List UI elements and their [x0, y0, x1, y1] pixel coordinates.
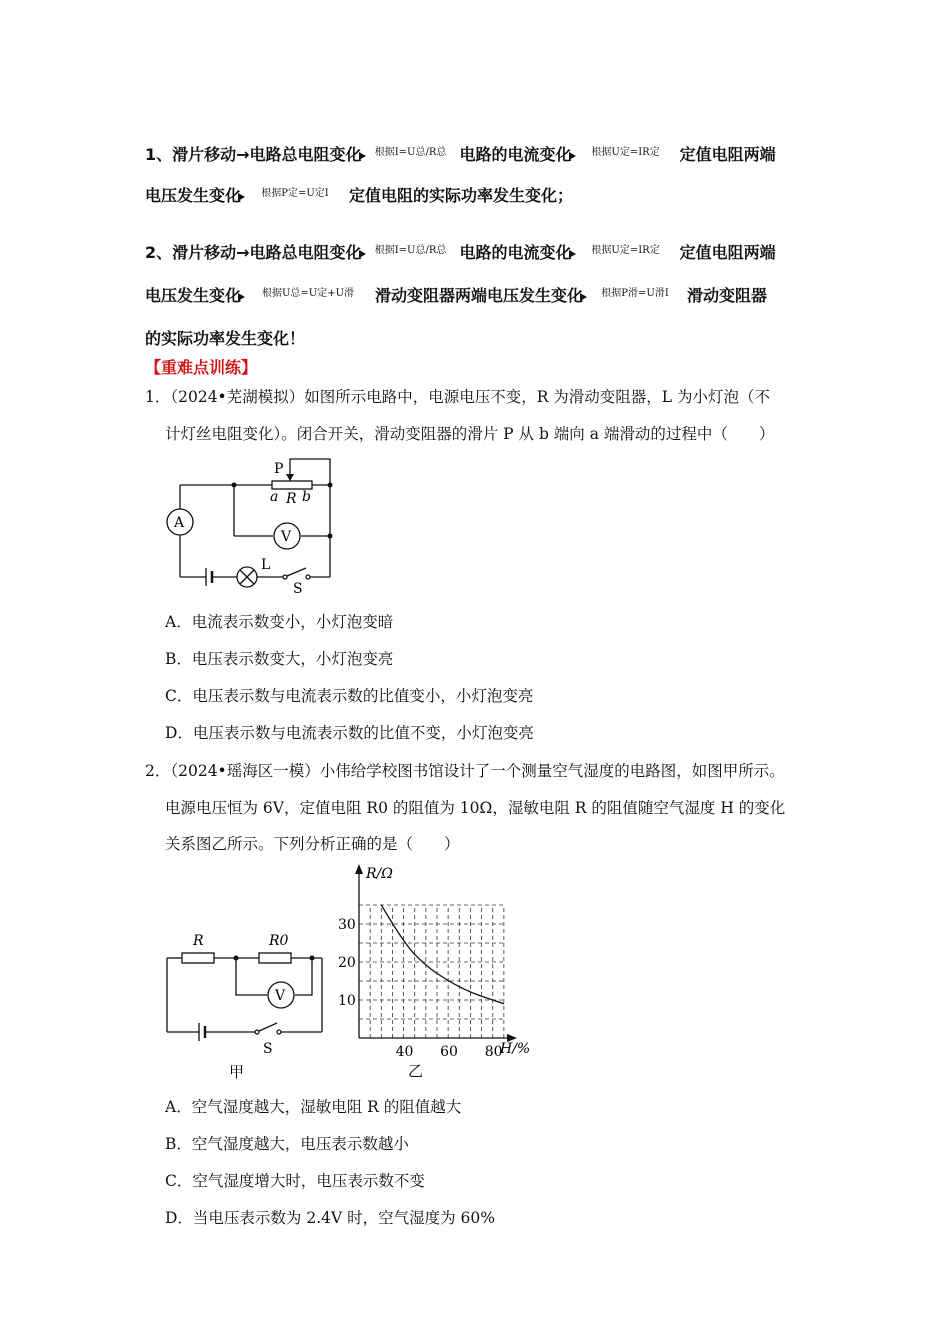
q2-option-b: B．空气湿度越大，电压表示数越小 — [165, 1135, 409, 1153]
q1-option-c: C．电压表示数与电流表示数的比值变小，小灯泡变亮 — [165, 687, 534, 705]
summary-line-4 — [145, 283, 767, 306]
question-2-line-2: 电源电压恒为 6V，定值电阻 R0 的阻值为 10Ω，湿敏电阻 R 的阻值随空气湿度 H 的变化 — [165, 799, 786, 817]
q2-option-a: A．空气湿度越大，湿敏电阻 R 的阻值越大 — [165, 1098, 462, 1116]
summary-text: 定值电阻两端 — [679, 243, 776, 262]
arrow-label: 根据P定=U定I — [261, 187, 329, 199]
summary-line-3 — [145, 240, 776, 263]
arrow-label: 根据I=U总/R总 — [374, 146, 447, 158]
summary-line-2 — [145, 183, 573, 206]
voltmeter-label: V — [281, 529, 292, 545]
q1-circuit-diagram — [160, 452, 360, 597]
y-tick-label: 20 — [338, 955, 356, 971]
arrow-label: 根据U总=U定+U滑 — [261, 287, 355, 299]
resistor-label-r: R — [286, 491, 297, 507]
summary-text: 定值电阻的实际功率发生变化； — [349, 186, 574, 205]
summary-text: 电路的电流变化 — [459, 243, 572, 262]
question-1-line-2: 计灯丝电阻变化）。闭合开关，滑动变阻器的滑片 P 从 b 端向 a 端滑动的过程中（ ） — [165, 425, 775, 443]
summary-text: 定值电阻两端 — [679, 145, 776, 164]
figure-caption-yi: 乙 — [408, 1062, 424, 1080]
arrow-label: 根据P滑=U滑I — [601, 287, 669, 299]
question-2-line-1: 2．（2024•瑶海区一模）小伟给学校图书馆设计了一个测量空气湿度的电路图，如图甲所示。 — [145, 762, 785, 780]
slider-label-p: P — [274, 461, 284, 477]
y-tick-label: 30 — [338, 917, 356, 933]
chart-series-line — [381, 905, 504, 1004]
arrow-label: 根据U定=IR定 — [591, 244, 660, 256]
q2-option-c: C．空气湿度增大时，电压表示数不变 — [165, 1172, 425, 1190]
switch-label: S — [263, 1041, 273, 1057]
q1-option-b: B．电压表示数变大，小灯泡变亮 — [165, 650, 394, 668]
voltmeter-label: V — [275, 988, 286, 1004]
switch-label: S — [293, 581, 303, 597]
x-tick-label: 60 — [440, 1044, 458, 1060]
chart-y-axis-label: R/Ω — [366, 866, 393, 882]
summary-text: 电路的电流变化 — [459, 145, 572, 164]
end-label-a: a — [270, 489, 279, 505]
q1-option-a: A．电流表示数变小，小灯泡变暗 — [165, 613, 394, 631]
question-1-line-1: 1．（2024•芜湖模拟）如图所示电路中，电源电压不变，R 为滑动变阻器，L 为小灯泡（不 — [145, 388, 771, 406]
arrow-label: 根据I=U总/R总 — [374, 244, 447, 256]
y-tick-label: 10 — [338, 993, 356, 1009]
summary-text: 2、滑片移动→电路总电阻变化 — [145, 243, 362, 262]
summary-text: 电压发生变化 — [145, 286, 242, 305]
summary-text: 电压发生变化 — [145, 186, 242, 205]
question-2-line-3: 关系图乙所示。下列分析正确的是（ ） — [165, 835, 460, 853]
chart-grid — [359, 905, 504, 1038]
summary-line-1 — [145, 142, 776, 165]
end-label-b: b — [302, 489, 311, 505]
ammeter-label: A — [174, 515, 185, 531]
chart-x-axis-label: H/% — [500, 1041, 531, 1057]
resistor-label-r0: R0 — [269, 933, 289, 949]
arrow-label: 根据U定=IR定 — [591, 146, 660, 158]
resistor-label-r: R — [193, 933, 204, 949]
figure-caption-jia: 甲 — [229, 1063, 245, 1081]
summary-text: 1、滑片移动→电路总电阻变化 — [145, 145, 362, 164]
summary-text: 滑动变阻器 — [687, 286, 768, 305]
q2-option-d: D．当电压表示数为 2.4V 时，空气湿度为 60% — [165, 1209, 496, 1227]
summary-line-5: 的实际功率发生变化！ — [145, 329, 306, 348]
q1-option-d: D．电压表示数与电流表示数的比值不变，小灯泡变亮 — [165, 724, 534, 742]
q2-circuit-diagram — [155, 925, 335, 1085]
section-title: 【重难点训练】 — [145, 358, 258, 377]
x-tick-label: 40 — [395, 1044, 414, 1060]
y-axis-arrow — [355, 864, 363, 874]
resistance-humidity-chart — [330, 858, 550, 1083]
summary-text: 滑动变阻器两端电压发生变化 — [375, 286, 584, 305]
lamp-label: L — [261, 557, 271, 573]
x-tick-label: 80 — [484, 1044, 503, 1060]
